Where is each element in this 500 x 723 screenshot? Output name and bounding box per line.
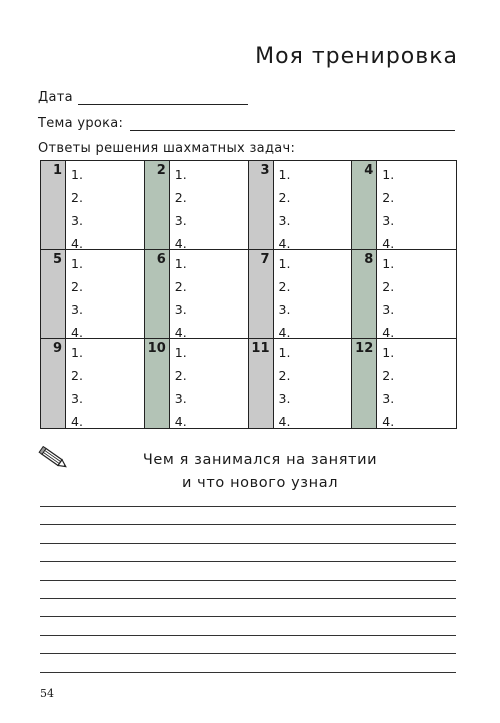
grid-cell <box>249 161 353 250</box>
answer-list <box>71 341 83 433</box>
answer-item[interactable]: 4. <box>174 414 187 429</box>
answer-item[interactable]: 3. <box>174 391 187 406</box>
cell-number: 12 <box>355 341 374 356</box>
cell-number: 8 <box>364 252 374 267</box>
answer-item[interactable]: 1. <box>382 256 395 271</box>
cell-number-band <box>145 339 170 428</box>
answer-item[interactable]: 3. <box>382 213 395 228</box>
answer-item[interactable]: 4. <box>174 236 187 251</box>
answer-item[interactable]: 4. <box>278 414 291 429</box>
cell-number-band <box>352 161 377 249</box>
answer-item[interactable]: 2. <box>174 368 187 383</box>
cell-number-band <box>41 250 66 338</box>
answer-item[interactable]: 2. <box>278 190 291 205</box>
grid-cell <box>145 161 249 250</box>
date-write-line[interactable] <box>78 104 248 105</box>
grid-cell <box>249 250 353 339</box>
answer-list <box>382 341 394 433</box>
cell-number-band <box>249 161 274 249</box>
answer-item[interactable]: 3. <box>278 213 291 228</box>
answer-item[interactable]: 3. <box>382 391 395 406</box>
answer-item[interactable]: 2. <box>278 368 291 383</box>
cell-number-band <box>352 339 377 428</box>
notes-heading-line2: и что нового узнал <box>181 475 339 491</box>
topic-field <box>38 116 123 131</box>
answer-item[interactable]: 4. <box>71 414 83 429</box>
answer-item[interactable]: 3. <box>71 302 83 317</box>
answer-list <box>382 163 394 255</box>
notes-write-line[interactable] <box>40 506 456 507</box>
answer-list <box>279 341 291 433</box>
answer-list <box>279 163 291 255</box>
answer-item[interactable]: 3. <box>174 213 187 228</box>
answer-item[interactable]: 1. <box>382 345 395 360</box>
cell-number: 4 <box>364 163 374 178</box>
grid-cell <box>352 161 456 250</box>
answer-item[interactable]: 1. <box>174 167 187 182</box>
grid-cell <box>145 250 249 339</box>
answer-item[interactable]: 1. <box>174 345 187 360</box>
answer-item[interactable]: 4. <box>278 325 291 340</box>
answer-item[interactable]: 2. <box>382 279 395 294</box>
answer-list <box>175 341 187 433</box>
notes-write-line[interactable] <box>40 672 456 673</box>
cell-number: 2 <box>156 163 166 178</box>
cell-number-band <box>352 250 377 338</box>
answer-item[interactable]: 4. <box>278 236 291 251</box>
cell-number: 11 <box>251 341 270 356</box>
page-title: Моя тренировка <box>255 44 458 69</box>
answer-item[interactable]: 3. <box>174 302 187 317</box>
grid-cell <box>41 339 145 428</box>
pencil-icon <box>38 446 70 472</box>
date-label: Дата <box>38 90 73 105</box>
answer-item[interactable]: 4. <box>382 414 395 429</box>
answer-item[interactable]: 1. <box>174 256 187 271</box>
answer-item[interactable]: 1. <box>278 345 291 360</box>
cell-number-band <box>249 339 274 428</box>
grid-cell <box>41 250 145 339</box>
notes-write-line[interactable] <box>40 616 456 617</box>
answer-list <box>382 252 394 344</box>
notes-write-line[interactable] <box>40 653 456 654</box>
answers-grid <box>40 160 457 429</box>
answer-item[interactable]: 3. <box>71 391 83 406</box>
answer-item[interactable]: 4. <box>71 236 83 251</box>
grid-cell <box>352 339 456 428</box>
answer-item[interactable]: 1. <box>71 256 83 271</box>
answer-item[interactable]: 4. <box>382 236 395 251</box>
cell-number-band <box>145 161 170 249</box>
answer-list <box>71 252 83 344</box>
cell-number: 7 <box>260 252 270 267</box>
notes-write-line[interactable] <box>40 598 456 599</box>
notes-heading-line1: Чем я занимался на занятии <box>142 452 378 468</box>
answer-item[interactable]: 2. <box>71 190 83 205</box>
date-field <box>38 90 73 105</box>
cell-number: 6 <box>156 252 166 267</box>
notes-write-line[interactable] <box>40 524 456 525</box>
answer-list <box>175 252 187 344</box>
answer-item[interactable]: 1. <box>71 167 83 182</box>
page-number: 54 <box>40 687 54 700</box>
answer-item[interactable]: 4. <box>174 325 187 340</box>
topic-label: Тема урока: <box>38 116 124 131</box>
answer-item[interactable]: 1. <box>278 256 291 271</box>
answer-item[interactable]: 3. <box>278 391 291 406</box>
answer-item[interactable]: 1. <box>278 167 291 182</box>
answer-item[interactable]: 4. <box>71 325 83 340</box>
notes-write-line[interactable] <box>40 580 456 581</box>
answer-item[interactable]: 4. <box>382 325 395 340</box>
cell-number: 10 <box>147 341 166 356</box>
answer-list <box>175 163 187 255</box>
cell-number-band <box>249 250 274 338</box>
topic-write-line[interactable] <box>130 130 455 131</box>
answer-item[interactable]: 1. <box>382 167 395 182</box>
grid-cell <box>145 339 249 428</box>
notes-write-line[interactable] <box>40 635 456 636</box>
answer-item[interactable]: 2. <box>382 368 395 383</box>
cell-number: 9 <box>52 341 62 356</box>
grid-cell <box>352 250 456 339</box>
answer-item[interactable]: 2. <box>174 190 187 205</box>
answer-item[interactable]: 3. <box>71 213 83 228</box>
cell-number: 5 <box>52 252 62 267</box>
answers-label: Ответы решения шахматных задач: <box>38 141 296 156</box>
answer-item[interactable]: 2. <box>382 190 395 205</box>
answer-list <box>279 252 291 344</box>
cell-number-band <box>145 250 170 338</box>
cell-number-band <box>41 161 66 249</box>
answer-item[interactable]: 2. <box>71 279 83 294</box>
answer-item[interactable]: 2. <box>278 279 291 294</box>
cell-number: 3 <box>260 163 270 178</box>
answer-item[interactable]: 1. <box>71 345 83 360</box>
cell-number-band <box>41 339 66 428</box>
cell-number: 1 <box>52 163 62 178</box>
notes-write-line[interactable] <box>40 543 456 544</box>
grid-cell <box>249 339 353 428</box>
notes-write-line[interactable] <box>40 561 456 562</box>
answer-item[interactable]: 3. <box>382 302 395 317</box>
grid-cell <box>41 161 145 250</box>
answer-list <box>71 163 83 255</box>
answer-item[interactable]: 2. <box>174 279 187 294</box>
answer-item[interactable]: 2. <box>71 368 83 383</box>
answer-item[interactable]: 3. <box>278 302 291 317</box>
